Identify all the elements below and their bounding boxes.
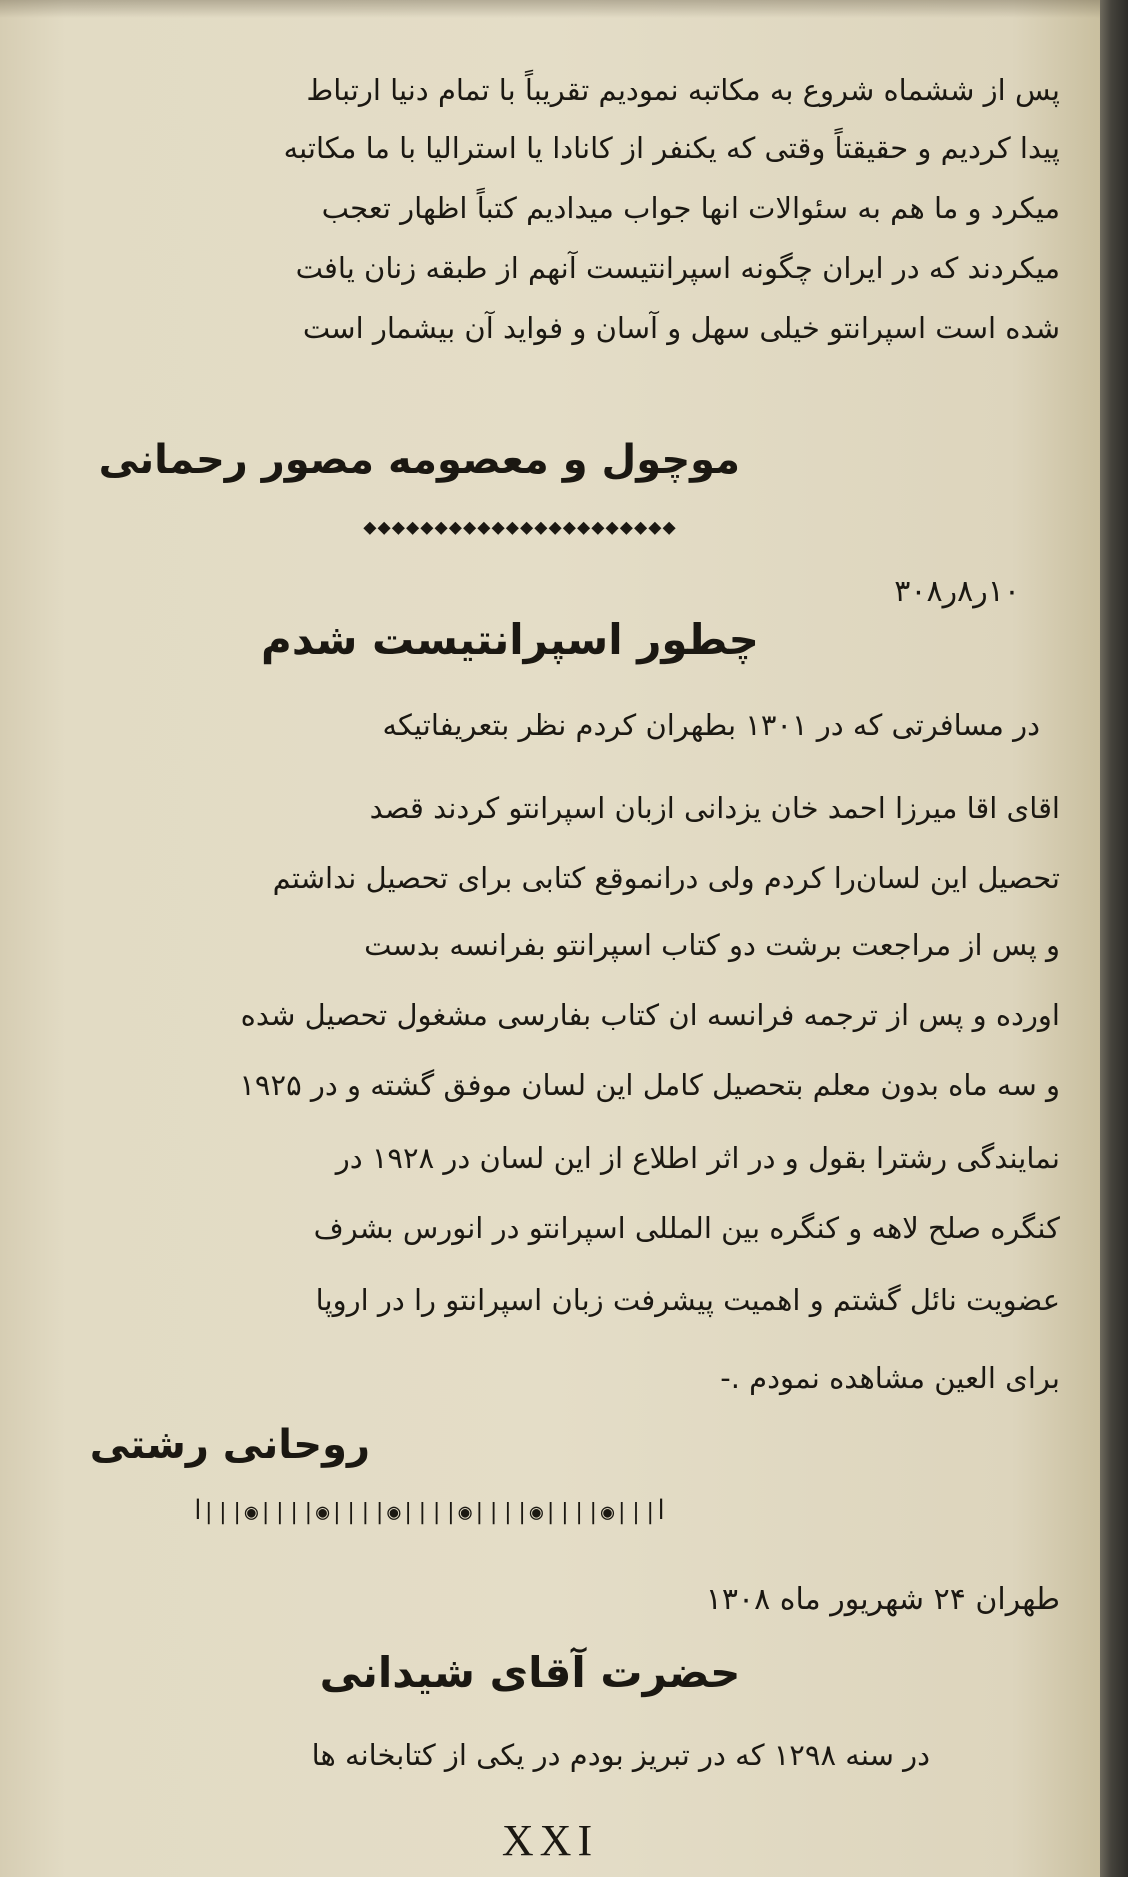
ornament-divider: ꟾ|||◉||||◉||||◉||||◉||||◉||||◉|||ꟾ: [194, 1500, 666, 1525]
section-heading: چطور اسپرانتیست شدم: [261, 615, 759, 664]
text-line: در سنه ۱۲۹۸ که در تبریز بودم در یکی از کتابخانه ها: [311, 1738, 930, 1772]
signature: روحانی رشتی: [89, 1422, 370, 1468]
text-line: شده است اسپرانتو خیلی سهل و آسان و فواید آن بیشمار است: [302, 311, 1060, 345]
text-line: نمایندگی رشترا بقول و در اثر اطلاع از این لسان در ۱۹۲۸ در: [335, 1141, 1060, 1175]
text-line: پیدا کردیم و حقیقتاً وقتی که یکنفر از کانادا یا استرالیا با ما مکاتبه: [283, 131, 1060, 165]
text-line: میکرد و ما هم به سئوالات انها جواب میدادیم کتباً اظهار تعجب: [321, 191, 1060, 225]
ornament-divider: ◆◆◆◆◆◆◆◆◆◆◆◆◆◆◆◆◆◆◆◆◆◆: [363, 515, 677, 540]
letter-date: طهران ۲۴ شهریور ماه ۱۳۰۸: [705, 1582, 1060, 1617]
book-binding-edge: [1100, 0, 1128, 1877]
text-line: کنگره صلح لاهه و کنگره بین المللی اسپرانتو در انورس بشرف: [313, 1211, 1060, 1245]
text-line: و پس از مراجعت برشت دو کتاب اسپرانتو بفرانسه بدست: [364, 928, 1060, 962]
text-line: عضویت نائل گشتم و اهمیت پیشرفت زبان اسپرانتو را در اروپا: [315, 1283, 1060, 1317]
letter-date: ۱۰ر۸ر۳۰۸: [894, 574, 1020, 609]
text-line: و سه ماه بدون معلم بتحصیل کامل این لسان موفق گشته و در ۱۹۲۵: [239, 1068, 1060, 1102]
text-line: اورده و پس از ترجمه فرانسه ان کتاب بفارسی مشغول تحصیل شده: [240, 998, 1060, 1032]
page-shadow: [0, 0, 1100, 18]
text-line: میکردند که در ایران چگونه اسپرانتیست آنهم از طبقه زنان یافت: [295, 251, 1060, 285]
page-number: XXI: [501, 1816, 599, 1865]
text-line: برای العین مشاهده نمودم .-: [720, 1361, 1060, 1395]
text-line: تحصیل این لسان‌را کردم ولی درانموقع کتابی برای تحصیل نداشتم: [272, 861, 1060, 895]
section-heading: حضرت آقای شیدانی: [319, 1648, 741, 1697]
text-line: پس از ششماه شروع به مکاتبه نمودیم تقریباً با تمام دنیا ارتباط: [306, 73, 1060, 107]
text-line: اقای اقا میرزا احمد خان یزدانی ازبان اسپرانتو کردند قصد: [369, 791, 1060, 825]
text-line: در مسافرتی که در ۱۳۰۱ بطهران کردم نظر بتعریفاتیکه: [382, 708, 1040, 742]
signature: موچول و معصومه مصور رحمانی: [98, 437, 740, 483]
